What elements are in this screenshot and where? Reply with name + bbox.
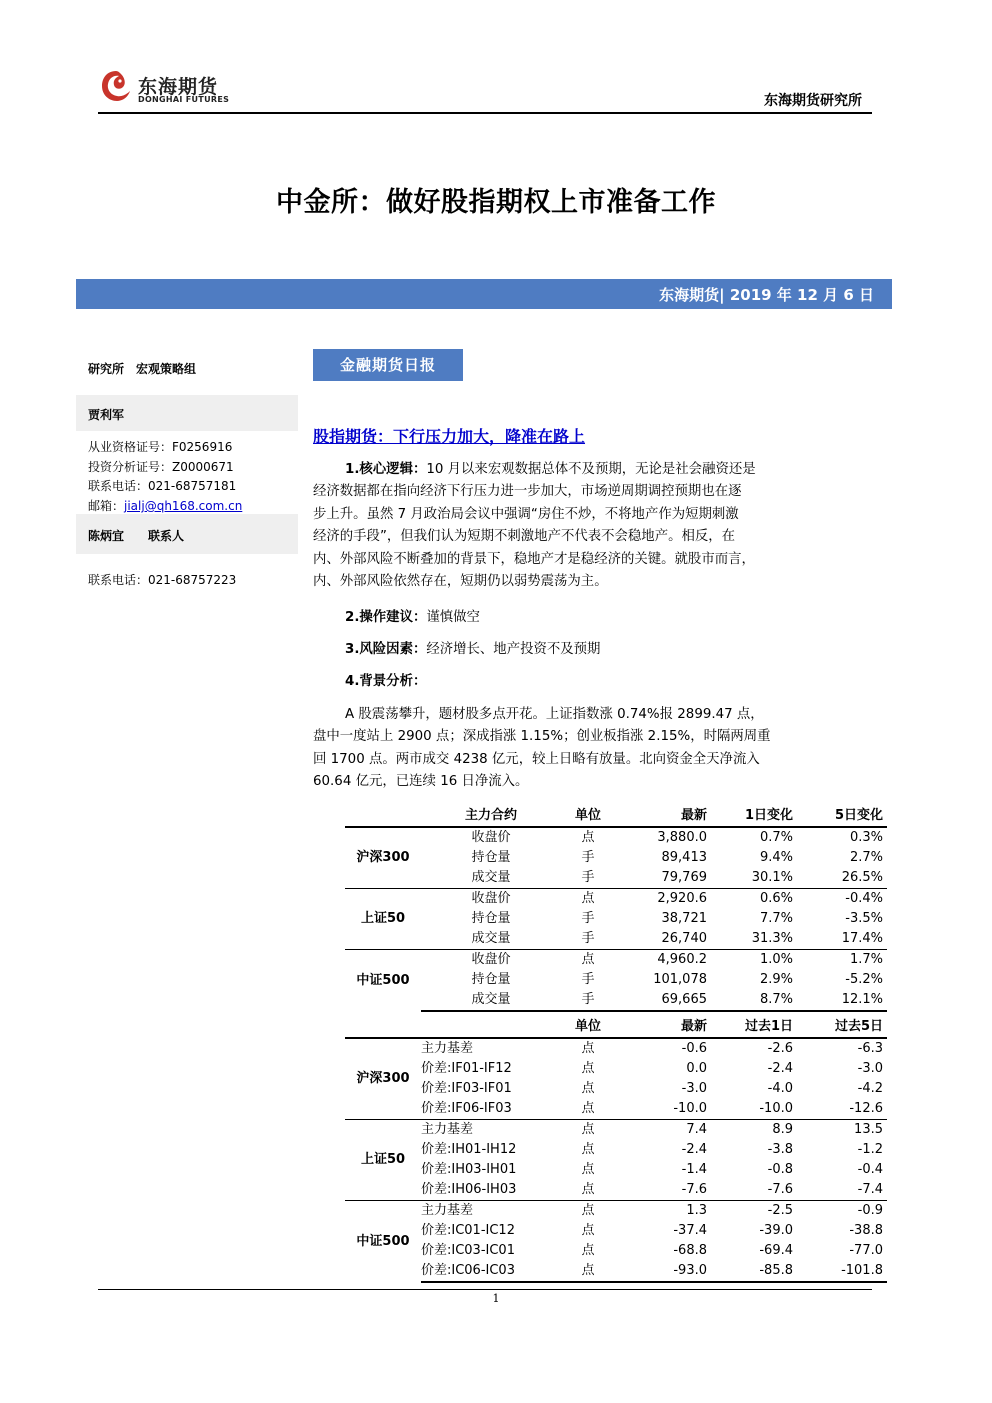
core-logic-line-0: 10 月以来宏观数据总体不及预期，无论是社会融资还是 [426,462,756,477]
cell-unit: 点 [581,1142,595,1157]
page-number: 1 [492,1292,500,1305]
advisor-license-number: 投资分析证号：Z0000671 [88,460,234,474]
table-row [345,868,887,889]
table-row [345,1079,887,1099]
background-analysis-heading [313,671,873,693]
core-logic-line-2: 步上升。虽然 7 月政治局会议中强调“房住不炒，不将地产作为短期刺激 [313,506,739,522]
cell-unit: 点 [561,1261,615,1282]
row-label: 成交量 [471,870,511,885]
cell-5d: -5.2% [845,972,883,987]
cell-latest: -7.6 [681,1182,707,1197]
cell-1d: -7.6 [767,1182,793,1197]
logo-english-text: DONGHAI FUTURES [138,95,230,104]
cell-latest: 101,078 [653,972,707,987]
row-label: 价差:IH01-IH12 [421,1142,517,1157]
cell-5d: -1.2 [857,1142,883,1157]
cell-latest: -68.8 [673,1243,707,1258]
table-row [345,929,887,950]
table-header-row [345,806,887,827]
report-type-tag: 金融期货日报 [313,349,463,381]
cell-unit: 点 [581,1101,595,1116]
cell-unit: 点 [581,1162,595,1177]
cell-latest: 89,413 [661,850,707,865]
row-label: 价差:IC06-IC03 [421,1261,561,1282]
row-label: 成交量 [421,990,561,1011]
table-row [345,1241,887,1261]
table-row [345,1059,887,1079]
cell-unit: 点 [581,1041,595,1056]
cell-1d: 8.7% [711,990,797,1011]
row-label: 价差:IH06-IH03 [421,1182,517,1197]
footer-rule [98,1289,872,1290]
cell-5d: -77.0 [849,1243,883,1258]
table-row [345,848,887,868]
cell-5d: -6.3 [857,1041,883,1056]
cell-latest: -93.0 [615,1261,711,1282]
cell-5d: -4.2 [857,1081,883,1096]
cell-unit: 点 [581,1061,595,1076]
donghai-logo [98,68,238,108]
row-label: 价差:IF06-IF03 [421,1101,512,1116]
cell-1d: -85.8 [711,1261,797,1282]
group-label: 上证50 [345,889,421,950]
cell-latest: 69,665 [615,990,711,1011]
table-row [345,1180,887,1201]
cell-5d: 0.3% [849,830,883,845]
cell-unit: 点 [561,889,615,910]
cell-unit: 点 [561,1120,615,1141]
basis-spread-table [345,1017,887,1283]
col-header-5d-change: 5日变化 [797,806,887,827]
col-header-past-5d: 过去5日 [797,1017,887,1038]
cell-unit: 手 [581,972,595,987]
analyst-email-row [88,497,242,514]
cell-latest: 1.3 [615,1201,711,1222]
cell-5d: -3.0 [857,1061,883,1076]
date-banner-text: 东海期货| 2019 年 12 月 6 日 [659,286,874,304]
logo-chinese-text: 东海期货 [138,76,219,98]
table-row [345,909,887,929]
row-label: 价差:IF01-IF12 [421,1061,512,1076]
cell-1d: -2.5 [711,1201,797,1222]
cell-unit: 点 [581,1081,595,1096]
core-logic-line-5: 内、外部风险依然存在，短期仍以弱势震荡为主。 [313,574,608,590]
col-header-latest: 最新 [615,806,711,827]
cell-latest: 38,721 [661,911,707,926]
core-logic-label: 1.核心逻辑： [345,462,427,477]
cell-latest: 3,880.0 [657,830,707,845]
cell-latest: 0.0 [686,1061,707,1076]
cell-5d: 26.5% [841,870,883,885]
cell-1d: -2.4 [767,1061,793,1076]
cell-5d: 13.5 [797,1120,887,1141]
col-header-past-1d: 过去1日 [711,1017,797,1038]
col-header-latest: 最新 [615,1017,711,1038]
row-label: 价差:IF03-IF01 [421,1081,512,1096]
cell-unit: 手 [581,850,595,865]
row-label: 主力基差 [421,1041,474,1056]
col-header-1d-change: 1日变化 [711,806,797,827]
group-label: 中证500 [345,950,421,1012]
row-label: 持仓量 [471,972,511,987]
cell-5d: -38.8 [849,1223,883,1238]
cell-1d: 8.9 [711,1120,797,1141]
cell-1d: -39.0 [759,1223,793,1238]
cell-1d: 31.3% [751,931,793,946]
cell-5d: 12.1% [797,990,887,1011]
cell-latest: -2.4 [681,1142,707,1157]
operation-advice [313,607,873,629]
header-rule [98,112,872,114]
table-row [345,827,887,848]
cell-1d: -69.4 [759,1243,793,1258]
row-label: 主力基差 [421,1201,561,1222]
cell-5d: 17.4% [841,931,883,946]
col-header-unit: 单位 [561,1017,615,1038]
table-row [345,950,887,971]
cell-unit: 手 [581,911,595,926]
table-header-row [345,1017,887,1038]
cell-latest: -37.4 [673,1223,707,1238]
table-row [345,1160,887,1180]
table-row [345,1038,887,1059]
table-row [345,970,887,990]
table-row [345,1099,887,1120]
email-label: 邮箱： [88,499,125,513]
row-label: 主力基差 [421,1120,561,1141]
table-row [345,990,887,1011]
background-line-3: 60.64 亿元，已连续 16 日净流入。 [313,774,529,790]
table-row [345,1120,887,1141]
background-paragraph [313,704,873,794]
risk-factors-text: 经济增长、地产投资不及预期 [426,642,601,657]
risk-factors-label: 3.风险因素： [345,642,427,657]
background-analysis-label: 4.背景分析： [345,674,427,689]
license-number: 从业资格证号：F0256916 [88,440,233,454]
col-header-unit: 单位 [561,806,615,827]
futures-contract-table [345,806,887,1012]
cell-1d: -0.8 [767,1162,793,1177]
col-header-item [421,1017,561,1038]
analyst-bar [76,395,298,431]
table-row [345,1221,887,1241]
cell-1d: 0.6% [711,889,797,910]
row-label: 持仓量 [471,911,511,926]
table-row [345,1201,887,1222]
cell-unit: 手 [581,870,595,885]
cell-unit: 点 [581,1182,595,1197]
document-title: 中金所：做好股指期权上市准备工作 [276,187,716,218]
group-label: 沪深300 [356,1071,410,1086]
analyst-phone: 联系电话：021-68757181 [88,479,237,493]
row-label: 成交量 [471,931,511,946]
cell-latest: 2,920.6 [615,889,711,910]
core-logic-line-1: 经济数据都在指向经济下行压力进一步加大，市场逆周期调控预期也在逐 [313,484,742,500]
background-line-2: 回 1700 点。两市成交 4238 亿元，较上日略有放量。北向资金全天净流入 [313,751,760,767]
cell-5d: -12.6 [849,1101,883,1116]
table-row [345,889,887,910]
row-label: 价差:IC01-IC12 [421,1223,515,1238]
row-label: 收盘价 [471,830,511,845]
cell-5d: -3.5% [845,911,883,926]
cell-unit: 点 [581,830,595,845]
cell-1d: -4.0 [767,1081,793,1096]
contact-phone: 联系电话：021-68757223 [88,573,237,587]
cell-unit: 点 [561,950,615,971]
department-label: 研究所 宏观策略组 [88,362,197,376]
cell-5d: -101.8 [797,1261,887,1282]
background-line-1: 盘中一度站上 2900 点；深成指涨 1.15%；创业板指涨 2.15%，时隔两周重 [313,729,771,745]
cell-5d: 2.7% [849,850,883,865]
cell-latest: -0.6 [681,1041,707,1056]
core-logic-paragraph [313,459,873,593]
group-label: 中证500 [345,1201,421,1283]
section-heading-link[interactable]: 股指期货：下行压力加大，降准在路上 [313,427,586,446]
date-banner [76,279,892,309]
row-label: 价差:IH03-IH01 [421,1162,517,1177]
cell-1d: 7.7% [759,911,793,926]
table-row [345,1261,887,1282]
row-label: 收盘价 [421,950,561,971]
contact-name: 陈炳宜 联系人 [88,529,185,543]
background-line-0: A 股震荡攀升，题材股多点开花。上证指数涨 0.74%报 2899.47 点， [345,707,764,722]
group-label: 沪深300 [356,850,410,865]
cell-latest: -1.4 [681,1162,707,1177]
cell-1d: 2.9% [759,972,793,987]
cell-1d: 9.4% [759,850,793,865]
cell-1d: -2.6 [767,1041,793,1056]
cell-unit: 点 [581,1243,595,1258]
core-logic-line-4: 内、外部风险不断叠加的背景下，稳地产才是稳经济的关键。就股市而言， [313,551,755,567]
group-label: 上证50 [345,1120,421,1201]
cell-latest: 79,769 [661,870,707,885]
table-row [345,1140,887,1160]
cell-latest: -10.0 [673,1101,707,1116]
analyst-name: 贾利军 [88,408,125,422]
cell-1d: -10.0 [759,1101,793,1116]
risk-factors [313,639,873,661]
cell-unit: 点 [581,1223,595,1238]
cell-5d: -0.4 [857,1162,883,1177]
email-link[interactable]: jialj@qh168.com.cn [124,499,243,513]
cell-unit: 手 [581,931,595,946]
row-label: 价差:IC03-IC01 [421,1243,515,1258]
cell-latest: 7.4 [615,1120,711,1141]
cell-5d: -0.9 [797,1201,887,1222]
cell-unit: 点 [561,1201,615,1222]
cell-latest: 4,960.2 [615,950,711,971]
cell-1d: 30.1% [751,870,793,885]
cell-5d: -0.4% [797,889,887,910]
cell-1d: 1.0% [711,950,797,971]
cell-5d: -7.4 [857,1182,883,1197]
cell-latest: -3.0 [681,1081,707,1096]
cell-latest: 26,740 [661,931,707,946]
institute-name: 东海期货研究所 [764,93,862,109]
row-label: 收盘价 [421,889,561,910]
col-header-contract: 主力合约 [421,806,561,827]
cell-5d: 1.7% [797,950,887,971]
core-logic-line-3: 经济的手段”，但我们认为短期不刺激地产不代表不会稳地产。相反，在 [313,529,736,545]
cell-1d: -3.8 [767,1142,793,1157]
contact-bar [76,514,298,554]
row-label: 持仓量 [471,850,511,865]
cell-1d: 0.7% [759,830,793,845]
cell-unit: 手 [561,990,615,1011]
operation-advice-label: 2.操作建议： [345,610,427,625]
dragon-logo-icon [98,68,134,104]
operation-advice-text: 谨慎做空 [426,610,480,625]
